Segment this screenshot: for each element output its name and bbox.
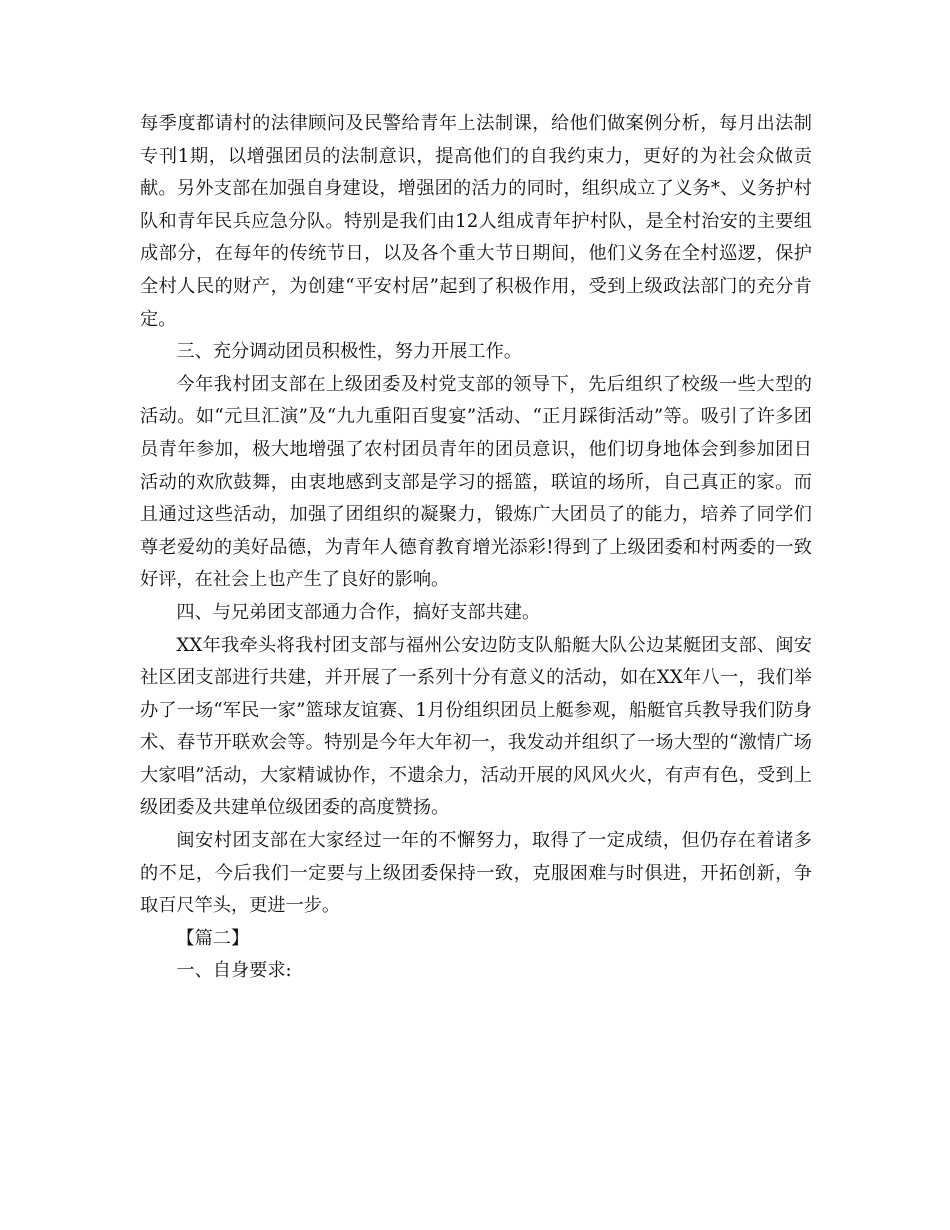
part-two-heading: 【篇二】	[176, 927, 250, 949]
section-heading-3: 三、充分调动团员积极性，努力开展工作。	[176, 341, 522, 363]
paragraph-conclusion: 闽安村团支部在大家经过一年的不懈努力，取得了一定成绩，但仍存在着诸多的不足，今后我们一定要与上级团委保持一致，克服困难与时俱进，开拓创新，争取百尺竿头，更进一步。	[140, 830, 812, 917]
document-body	[140, 108, 812, 988]
paragraph-intro: 每季度都请村的法律顾问及民警给青年上法制课，给他们做案例分析，每月出法制专刊1期，以增强团员的法制意识，提高他们的自我约束力，更好的为社会众做贡献。另外支部在加强自身建设，增强团的活力的同时，组织成立了义务*、义务护村队和青年民兵应急分队。特别是我们由12人组成青年护村队，是全村治安的主要组成部分，在每年的传统节日，以及各个重大节日期间，他们义务在全村巡逻，保护全村人民的财产，为创建“平安村居”起到了积极作用，受到上级政法部门的充分肯定。	[140, 113, 812, 330]
self-requirement-heading: 一、自身要求:	[176, 960, 292, 982]
paragraph-section-3: 今年我村团支部在上级团委及村党支部的领导下，先后组织了校级一些大型的活动。如“元旦汇演”及“九九重阳百叟宴”活动、“正月踩街活动”等。吸引了许多团员青年参加，极大地增强了农村团员青年的团员意识，他们切身地体会到参加团日活动的欢欣鼓舞，由衷地感到支部是学习的摇篮，联谊的场所，自己真正的家。而且通过这些活动，加强了团组织的凝聚力，锻炼广大团员了的能力，培养了同学们尊老爱幼的美好品德，为青年人德育教育增光添彩!得到了上级团委和村两委的一致好评，在社会上也产生了良好的影响。	[140, 373, 812, 591]
section-heading-4: 四、与兄弟团支部通力合作，搞好支部共建。	[176, 601, 541, 623]
paragraph-section-4: XX年我牵头将我村团支部与福州公安边防支队船艇大队公边某艇团支部、闽安社区团支部进行共建，并开展了一系列十分有意义的活动，如在XX年八一，我们举办了一场“军民一家”篮球友谊赛、1月份组织团员上艇参观，船艇官兵教导我们防身术、春节开联欢会等。特别是今年大年初一，我发动并组织了一场大型的“激情广场大家唱”活动，大家精诚协作，不遗余力，活动开展的风风火火，有声有色，受到上级团委及共建单位级团委的高度赞扬。	[140, 634, 812, 819]
